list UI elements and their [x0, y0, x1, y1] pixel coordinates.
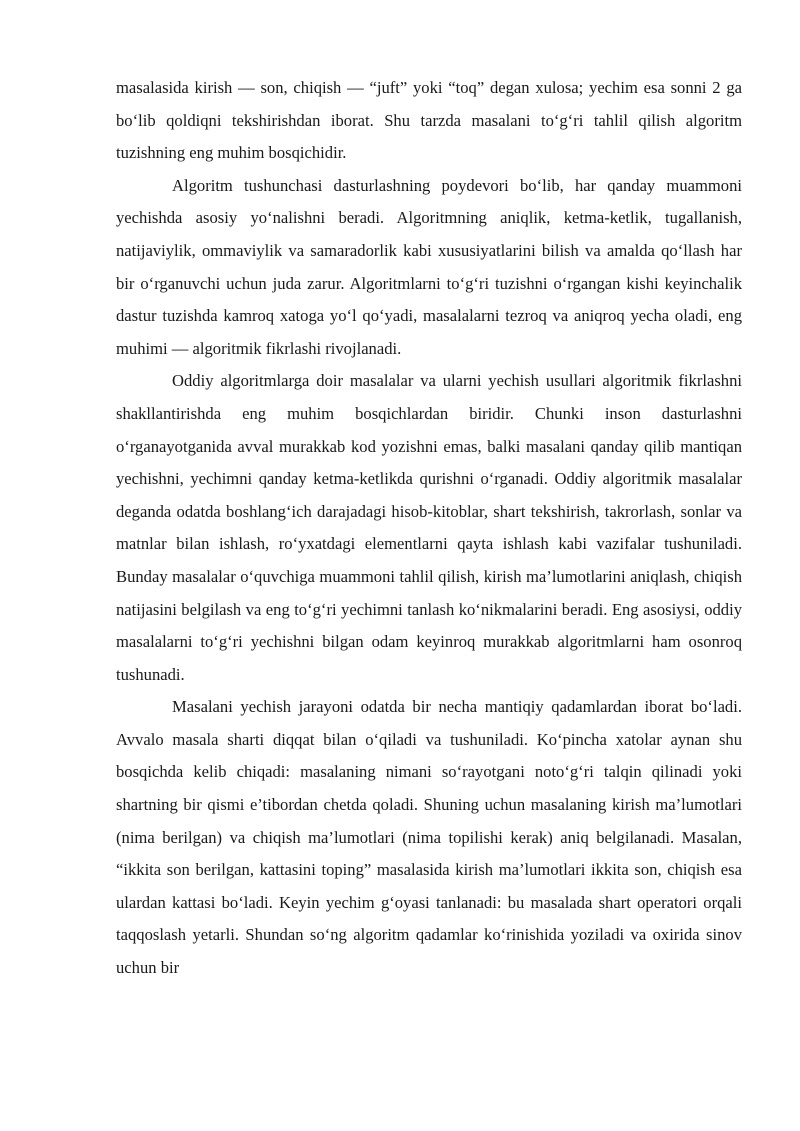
document-page: [116, 72, 742, 985]
paragraph-4: Masalani yechish jarayoni odatda bir necha mantiqiy qadamlardan iborat bo‘ladi. Avvalo masala sharti diqqat bilan o‘qiladi va tushuniladi. Ko‘pincha xatolar aynan shu bosqichda kelib chiqadi: masalaning nimani so‘rayotgani noto‘g‘ri talqin qilinadi yoki shartning bir qismi e’tibordan chetda qoladi. Shuning uchun masalaning kirish ma’lumotlari (nima berilgan) va chiqish ma’lumotlari (nima topilishi kerak) aniq belgilanadi. Masalan, “ikkita son berilgan, kattasini toping” masalasida kirish ma’lumotlari ikkita son, chiqish esa ulardan kattasi bo‘ladi. Keyin yechim g‘oyasi tanlanadi: bu masalada shart operatori orqali taqqoslash yetarli. Shundan so‘ng algoritm qadamlar ko‘rinishida yoziladi va oxirida sinov uchun bir: [116, 697, 742, 978]
paragraph-2: Algoritm tushunchasi dasturlashning poydevori bo‘lib, har qanday muammoni yechishda asosiy yo‘nalishni beradi. Algoritmning aniqlik, ketma-ketlik, tugallanish, natijaviylik, ommaviylik va samaradorlik kabi xususiyatlarini bilish va amalda qo‘llash har bir o‘rganuvchi uchun juda zarur. Algoritmlarni to‘g‘ri tuzishni o‘rgangan kishi keyinchalik dastur tuzishda kamroq xatoga yo‘l qo‘yadi, masalalarni tezroq va aniqroq yecha oladi, eng muhimi — algoritmik fikrlashi rivojlanadi.: [116, 175, 742, 358]
paragraph-3: Oddiy algoritmlarga doir masalalar va ularni yechish usullari algoritmik fikrlashni shakllantirishda eng muhim bosqichlardan biridir. Chunki inson dasturlashni o‘rganayotganida avval murakkab kod yozishni emas, balki masalani qanday qilib mantiqan yechishni, yechimni qanday ketma-ketlikda qurishni o‘rganadi. Oddiy algoritmik masalalar deganda odatda boshlang‘ich darajadagi hisob-kitoblar, shart tekshirish, takrorlash, sonlar va matnlar bilan ishlash, ro‘yxatdagi elementlarni qayta ishlash kabi vazifalar tushuniladi. Bunday masalalar o‘quvchiga muammoni tahlil qilish, kirish ma’lumotlarini aniqlash, chiqish natijasini belgilash va eng to‘g‘ri yechimni tanlash ko‘nikmalarini beradi. Eng asosiysi, oddiy masalalarni to‘g‘ri yechishni bilgan odam keyinroq murakkab algoritmlarni ham osonroq tushunadi.: [116, 371, 742, 684]
paragraph-1: masalasida kirish — son, chiqish — “juft” yoki “toq” degan xulosa; yechim esa sonni 2 ga bo‘lib qoldiqni tekshirishdan iborat. Shu tarzda masalani to‘g‘ri tahlil qilish algoritm tuzishning eng muhim bosqichidir.: [116, 78, 742, 163]
